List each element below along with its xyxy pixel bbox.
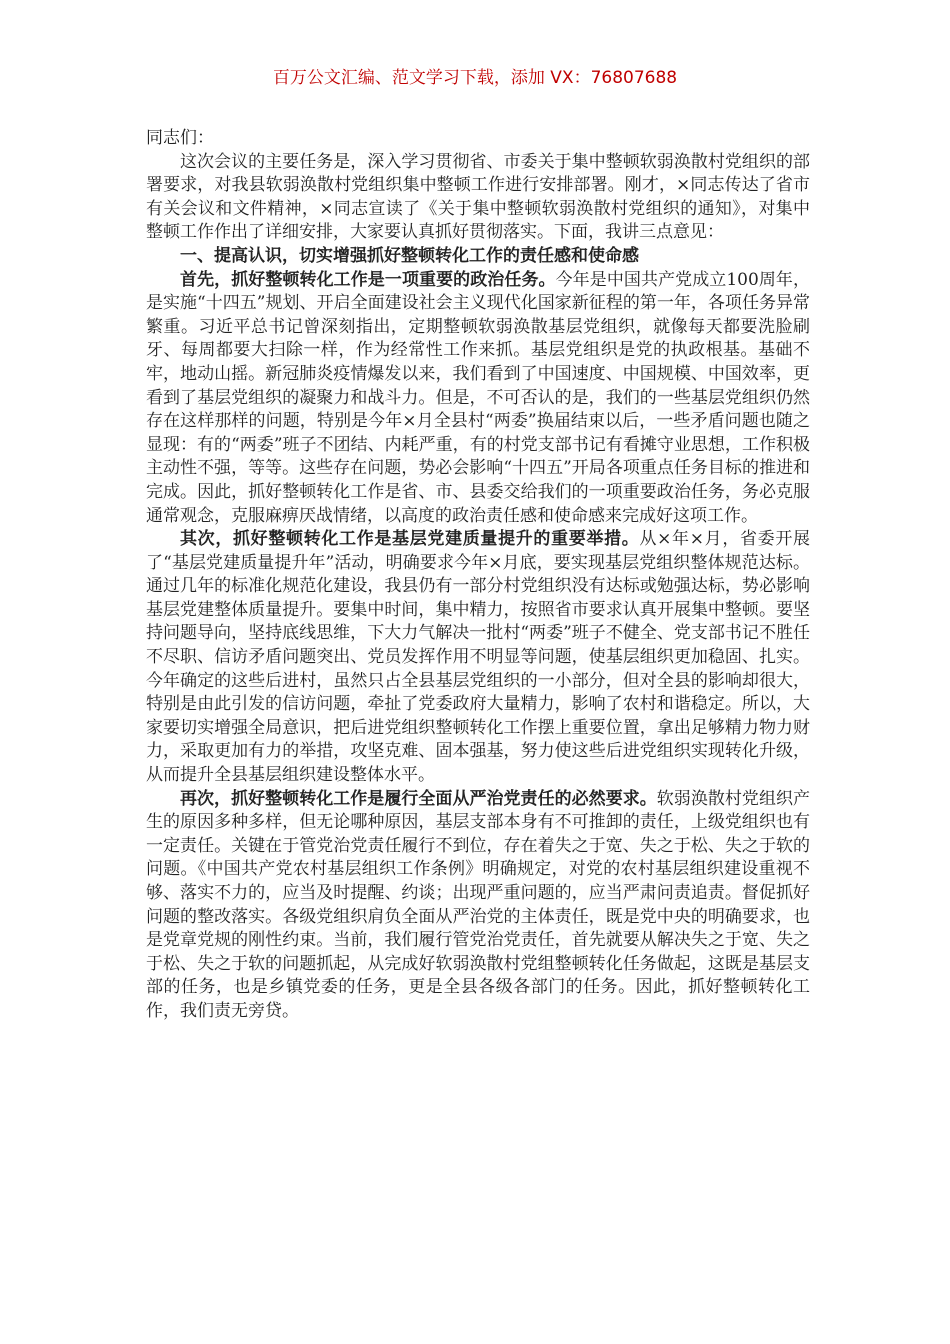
document-body xyxy=(146,127,810,1024)
paragraph-body: 软弱涣散村党组织产生的原因多种多样，但无论哪种原因，基层支部本身有不可推卸的责任，上级党组织也有一定责任。关键在于管党治党责任履行不到位，存在着失之于宽、失之于松、失之于软的问题。《中国共产党农村基层组织工作条例》明确规定，对党的农村基层组织建设重视不够、落实不力的，应当及时提醒、约谈；出现严重问题的，应当严肃问责追责。督促抓好问题的整改落实。各级党组织肩负全面从严治党的主体责任，既是党中央的明确要求，也是党章党规的刚性约束。当前，我们履行管党治党责任，首先就要从解决失之于宽、失之于松、失之于软的问题抓起，从完成好软弱涣散村党组整顿转化任务做起，这既是基层支部的任务，也是乡镇党委的任务，更是全县各级各部门的任务。因此，抓好整顿转化工作，我们责无旁贷。 xyxy=(146,788,811,1021)
paragraph-third xyxy=(146,788,810,1024)
salutation: 同志们： xyxy=(146,128,214,148)
paragraph-body: 今年是中国共产党成立100周年，是实施“十四五”规划、开启全面建设社会主义现代化国家新征程的第一年，各项任务异常繁重。习近平总书记曾深刻指出，定期整顿软弱涣散基层党组织，就像每天都要洗脸刷牙、每周都要大扫除一样，作为经常性工作来抓。基层党组织是党的执政根基。基础不牢，地动山摇。新冠肺炎疫情爆发以来，我们看到了中国速度、中国规模、中国效率，更看到了基层党组织的凝聚力和战斗力。但是，不可否认的是，我们的一些基层党组织仍然存在这样那样的问题，特别是今年×月全县村“两委”换届结束以后，一些矛盾问题也随之显现：有的“两委”班子不团结、内耗严重，有的村党支部书记有看摊守业思想，工作积极主动性不强，等等。这些存在问题，势必会影响“十四五”开局各项重点任务目标的推进和完成。因此，抓好整顿转化工作是省、市、县委交给我们的一项重要政治任务，务必克服通常观念，克服麻痹厌战情绪，以高度的政治责任感和使命感来完成好这项工作。 xyxy=(146,269,811,526)
intro-paragraph: 这次会议的主要任务是，深入学习贯彻省、市委关于集中整顿软弱涣散村党组织的部署要求，对我县软弱涣散村党组织集中整顿工作进行安排部署。刚才，×同志传达了省市有关会议和文件精神，×同志宣读了《关于集中整顿软弱涣散村党组织的通知》，对集中整顿工作作出了详细安排，大家要认真抓好贯彻落实。下面，我讲三点意见： xyxy=(146,151,810,243)
paragraph-first xyxy=(146,269,810,529)
paragraph-lead: 其次，抓好整顿转化工作是基层党建质量提升的重要举措。 xyxy=(180,529,640,550)
paragraph-lead: 再次，抓好整顿转化工作是履行全面从严治党责任的必然要求。 xyxy=(180,788,657,809)
header-banner: 百万公文汇编、范文学习下载，添加 VX：76807688 xyxy=(272,68,678,88)
paragraph-body: 从×年×月，省委开展了“基层党建质量提升年”活动，明确要求今年×月底，要实现基层党组织整体规范达标。通过几年的标准化规范化建设，我县仍有一部分村党组织没有达标或勉强达标，势必影响基层党建整体质量提升。要集中时间，集中精力，按照省市要求认真开展集中整顿。要坚持问题导向，坚持底线思维，下大力气解决一批村“两委”班子不健全、党支部书记不胜任不尽职、信访矛盾问题突出、党员发挥作用不明显等问题，使基层组织更加稳固、扎实。今年确定的这些后进村，虽然只占全县基层党组织的一小部分，但对全县的影响却很大，特别是由此引发的信访问题，牵扯了党委政府大量精力，影响了农村和谐稳定。所以，大家要切实增强全局意识，把后进党组织整顿转化工作摆上重要位置，拿出足够精力物力财力，采取更加有力的举措，攻坚克难、固本强基，努力使这些后进党组织实现转化升级，从而提升全县基层组织建设整体水平。 xyxy=(146,529,810,786)
paragraph-lead: 首先，抓好整顿转化工作是一项重要的政治任务。 xyxy=(180,269,556,290)
paragraph-second xyxy=(146,528,810,788)
section-heading: 一、提高认识，切实增强抓好整顿转化工作的责任感和使命感 xyxy=(180,245,639,266)
